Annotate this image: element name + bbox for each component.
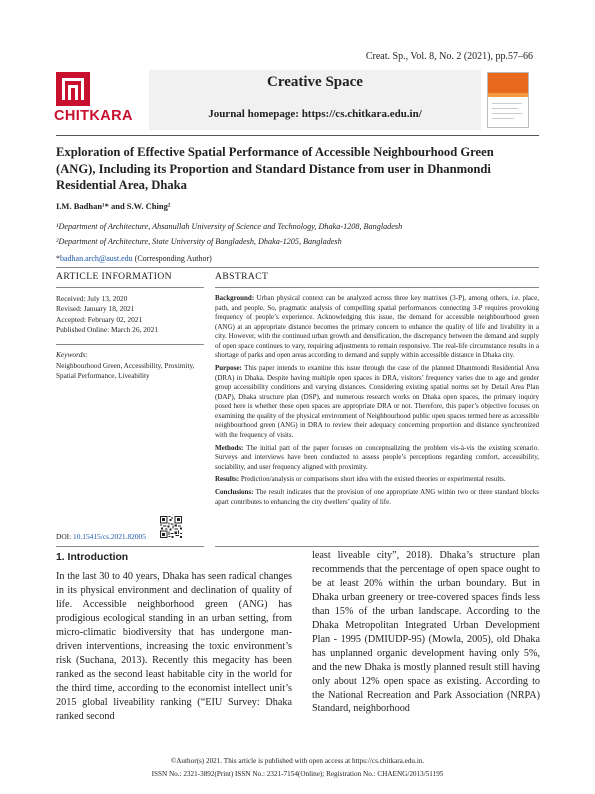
chitkara-logo-text: CHITKARA <box>54 108 133 124</box>
abstract-results-label: Results: <box>215 475 240 484</box>
keywords-list: Neighbourhood Green, Accessibility, Proximity, Spatial Performance, Liveability <box>56 362 195 381</box>
abstract-methods-label: Methods: <box>215 443 244 452</box>
article-title: Exploration of Effective Spatial Performance of Accessible Neighbourhood Green (ANG), Including its Proportion and Standard Distance from user in Dhanmondi Residential Area, Dhaka <box>56 145 494 192</box>
journal-citation: Creat. Sp., Vol. 8, No. 2 (2021), pp.57–66 <box>365 51 533 62</box>
abstract-results-text: Prediction/analysis or comparisons short idea with the existed theories or experimental results. <box>239 475 506 484</box>
abstract-methods-text: The initial part of the paper focuses on conceptualizing the problem vis-à-vis the existing scenario. Surveys and interviews have been conducted to assess people’s perceptions regarding comfort, accessibility, sociability, and user frequency aligned with proximity. <box>215 443 539 471</box>
article-dates <box>56 294 158 336</box>
abstract-methods <box>215 444 539 473</box>
abstract-purpose <box>215 364 539 440</box>
email-note: (Corresponding Author) <box>132 254 212 263</box>
article-info-heading: ARTICLE INFORMATION <box>56 271 173 282</box>
date-revised: Revised: January 18, 2021 <box>56 304 135 314</box>
email-marker: * <box>56 254 60 263</box>
abstract-conclusions <box>215 488 539 507</box>
introduction-left-column: In the last 30 to 40 years, Dhaka has seen radical changes in its physical environment and declination of quality of life. Accessible neighborhood green (ANG) has prodigious ecological standing in an urban setting, from micro-climatic biodiversity that has undergone man-driven interventions, increasing the toxic environment’s risk (Suchana, 2013). Recently this megacity has been ranked as the second least habitable city in the world for the third time, according to the economist intellect unit’s 2015 global liveability ranking (“EIU Survey: Dhaka ranked second <box>56 571 292 722</box>
cover-line <box>492 113 522 114</box>
affiliation-2: ²Department of Architecture, State University of Bangladesh, Dhaka-1205, Bangladesh <box>56 237 342 246</box>
cover-line <box>492 103 522 104</box>
abstract-heading: ABSTRACT <box>215 271 269 282</box>
info-bottom-rule <box>56 546 204 547</box>
date-accepted: Accepted: February 02, 2021 <box>56 314 143 324</box>
qr-code-icon <box>160 516 182 538</box>
doi <box>56 532 146 541</box>
abstract-rule <box>215 287 539 288</box>
abstract-results <box>215 475 539 485</box>
corresponding-email <box>56 254 212 263</box>
doi-label: DOI: <box>56 532 74 541</box>
article-authors: I.M. Badhan¹* and S.W. Ching² <box>56 201 171 211</box>
introduction-right-column: least liveable city”, 2018). Dhaka’s structure plan recommends that the percentage of open space ought to be at least 20% within the urban boundary. But in Dhaka urban greenery or tree-covered spaces finds less than 15% of the urban landscape. According to the Dhaka Metropolitan Integrated Urban Development Plan - 1995 (DMIUDP-95) (Mowla, 2005), old Dhaka has unplanned organic development having only 5%, and the new Dhaka is mostly planned result still having only about 12% open space as existing. According to the National Recreation and Park Association (NRPA) Standard, neighborhood <box>312 550 540 715</box>
abstract-background <box>215 294 539 361</box>
abstract-bottom-rule <box>215 546 539 547</box>
doi-link[interactable]: 10.15415/cs.2021.82005 <box>73 532 146 541</box>
header-divider <box>56 135 539 136</box>
abstract-background-text: Urban physical context can be analyzed across three key matrixes (3-P), among others, i.e. place, path, and people. So, pragmatic analysis of compelling spatial performances connecting 3-P requires provoking frequency of people’s experience. Acknowledging this issue, the demand for accessible neighbourhood green (ANG) at an appropriate distance becomes the primary concern to enhance the quality of life and livability in a city. However, with the continued urban growth and densification, the discrepancy between the demand and supply of open space continues to vary, requiring adjustments to remain responsive. The real-life circumstance results in a shortage of parks and open areas according to demand and supply within accessible distance in Dhaka city. <box>215 294 539 360</box>
affiliation-1: ¹Department of Architecture, Ahsanullah University of Science and Technology, Dhaka-1208, Bangladesh <box>56 222 403 231</box>
abstract-conclusions-label: Conclusions: <box>215 488 254 497</box>
journal-homepage[interactable]: Journal homepage: https://cs.chitkara.edu.in/ <box>208 108 422 120</box>
cover-band <box>488 73 528 93</box>
footer-issn: ISSN No.: 2321-3892(Print) ISSN No.: 2321-7154(Online); Registration No.: CHAENG/2013/51195 <box>151 770 444 778</box>
date-received: Received: July 13, 2020 <box>56 294 128 303</box>
abstract-conclusions-text: The result indicates that the provision of one appropriate ANG within two or three standard blocks apart contributes to enhancing the city dwellers’ quality of life. <box>215 488 539 506</box>
keywords-label: Keywords: <box>56 350 88 359</box>
journal-cover-thumbnail <box>487 72 529 128</box>
journal-name: Creative Space <box>267 74 363 90</box>
cover-line <box>492 108 518 109</box>
abstract-purpose-text: This paper intends to examine this issue through the case of the planned Dhanmondi Residential Area (DRA) in Dhaka. Despite having multiple open spaces in DRA, visitors’ frequency varies due to age and gender group accessibility conditions and varying distances. Considering existing spatial norms set by Detail Area Plan (DAP), Dhaka structure plan (DSP), and numerous research works on Dhaka open spaces, the primary inquiry posed here is whether these open spaces are appropriate DRA or not. Therefore, this paper’s objective focuses on examining the quality of the physical environment of Neighbourhood public open spaces termed here as accessible neighbourhood green (ANG) in DRA to review their adequacy concerning proportion and distance synchronized with the frequency of visits. <box>215 364 539 439</box>
email-link[interactable]: badhan.arch@aust.edu <box>60 254 133 263</box>
cover-line <box>492 118 514 119</box>
article-info-rule <box>56 287 204 288</box>
introduction-heading: 1. Introduction <box>56 552 129 563</box>
abstract-purpose-label: Purpose: <box>215 364 242 373</box>
keywords-rule <box>56 344 204 345</box>
abstract-background-label: Background: <box>215 294 255 302</box>
date-published: Published Online: March 26, 2021 <box>56 325 159 335</box>
chitkara-logo <box>56 72 90 106</box>
section-divider <box>56 267 539 268</box>
footer-copyright: ©Author(s) 2021. This article is published with open access at https://cs.chitkara.edu.in. <box>170 757 425 765</box>
abstract-body <box>215 294 539 510</box>
cover-band-accent <box>488 93 528 97</box>
